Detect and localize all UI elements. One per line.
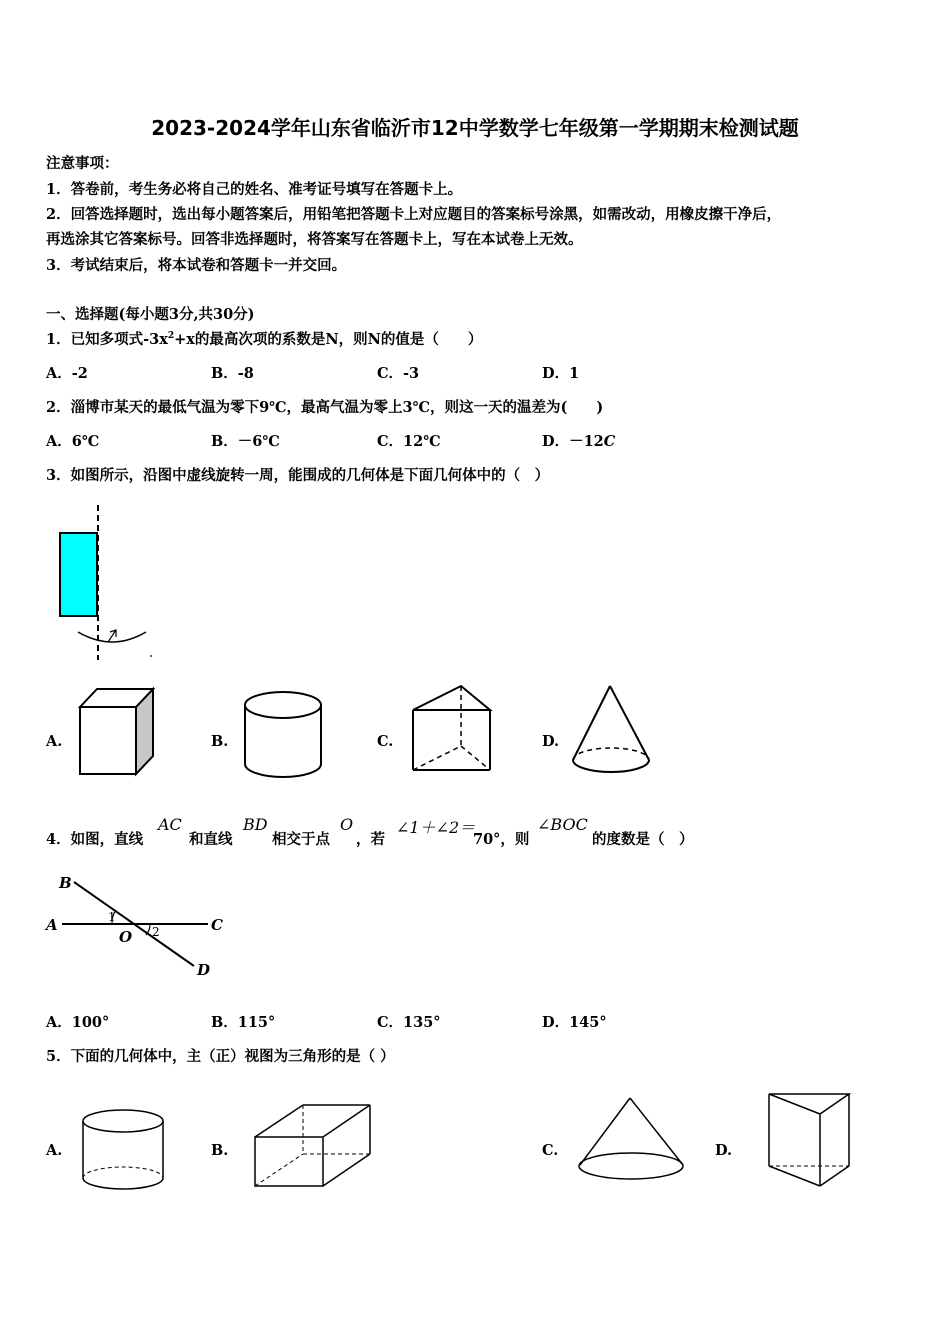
page-title: 2023-2024学年山东省临沂市12中学数学七年级第一学期期末检测试题: [151, 116, 799, 140]
q2-option-d-text: D．－12: [542, 433, 604, 450]
notice-heading: 注意事项：: [46, 155, 119, 172]
q1-option-c[interactable]: C．-3: [377, 365, 420, 382]
notice-item-1: 1．答卷前，考生务必将自己的姓名、准考证号填写在答题卡上。: [46, 181, 463, 198]
q4-option-d[interactable]: D．145°: [542, 1014, 607, 1031]
notice-item-2-cont: 再选涂其它答案标号。回答非选择题时，将答案写在答题卡上，写在本试卷上无效。: [46, 231, 583, 248]
q5-option-c[interactable]: C.: [542, 1142, 559, 1159]
q4-line-ac: AC: [158, 815, 182, 834]
q4-point-o: O: [340, 815, 354, 834]
label-a: A: [46, 916, 58, 934]
notice-item-3: 3．考试结束后，将本试卷和答题卡一并交回。: [46, 257, 347, 274]
q4-angle-sum: ∠1＋∠2＝: [396, 818, 476, 837]
label-o: O: [119, 928, 133, 946]
label-b: B: [59, 874, 72, 892]
q1-stem-part-a: 1．已知多项式-3x: [46, 331, 168, 348]
q2-option-c[interactable]: C．12℃: [377, 433, 441, 450]
q3-option-c[interactable]: C.: [377, 733, 394, 750]
q1-stem-part-b: +x的最高次项的系数是N，则N的值是（ ）: [174, 331, 483, 348]
q5-option-a[interactable]: A.: [46, 1142, 63, 1159]
q1-option-d[interactable]: D．1: [542, 365, 580, 382]
q4-option-b[interactable]: B．115°: [211, 1014, 276, 1031]
q2-option-d-unit: C: [603, 433, 616, 450]
q4-option-c[interactable]: C．135°: [377, 1014, 441, 1031]
notice-item-2: 2．回答选择题时，选出每小题答案后，用铅笔把答题卡上对应题目的答案标号涂黑，如需改动，用橡皮擦干净后，: [46, 206, 782, 223]
section-heading: 一、选择题(每小题3分,共30分): [46, 306, 255, 323]
q4-stem-part-6: 的度数是（ ）: [592, 831, 694, 848]
q5-option-d[interactable]: D.: [715, 1142, 733, 1159]
q2-option-a[interactable]: A．6℃: [46, 433, 100, 450]
q4-stem-part-2: 和直线: [189, 831, 233, 848]
question-3-stem: 3．如图所示，沿图中虚线旋转一周，能围成的几何体是下面几何体中的（ ）: [46, 467, 550, 484]
q1-option-a[interactable]: A．-2: [46, 365, 88, 382]
q4-stem-part-4: ，若: [356, 831, 385, 848]
q4-line-bd: BD: [243, 815, 268, 834]
label-d: D: [197, 961, 211, 979]
label-angle-1: 1: [108, 910, 116, 924]
q3-option-a[interactable]: A.: [46, 733, 63, 750]
question-5-stem: 5．下面的几何体中，主（正）视图为三角形的是（ ）: [46, 1048, 395, 1065]
label-c: C: [211, 916, 223, 934]
q3-option-b[interactable]: B.: [211, 733, 229, 750]
q1-exponent: 2: [167, 331, 175, 342]
question-2-stem: 2．淄博市某天的最低气温为零下9℃，最高气温为零上3℃，则这一天的温差为( ): [46, 399, 604, 416]
q4-stem-part-1: 4．如图，直线: [46, 831, 144, 848]
q4-angle-boc: ∠BOC: [537, 815, 588, 834]
q1-option-b[interactable]: B．-8: [211, 365, 254, 382]
label-angle-2: 2: [152, 925, 160, 939]
q4-option-a[interactable]: A．100°: [46, 1014, 110, 1031]
q2-option-b[interactable]: B．－6℃: [211, 433, 280, 450]
q5-option-b[interactable]: B.: [211, 1142, 229, 1159]
q4-stem-part-5: 70°，则: [473, 831, 530, 848]
q3-option-d[interactable]: D.: [542, 733, 560, 750]
q4-stem-part-3: 相交于点: [272, 831, 330, 848]
